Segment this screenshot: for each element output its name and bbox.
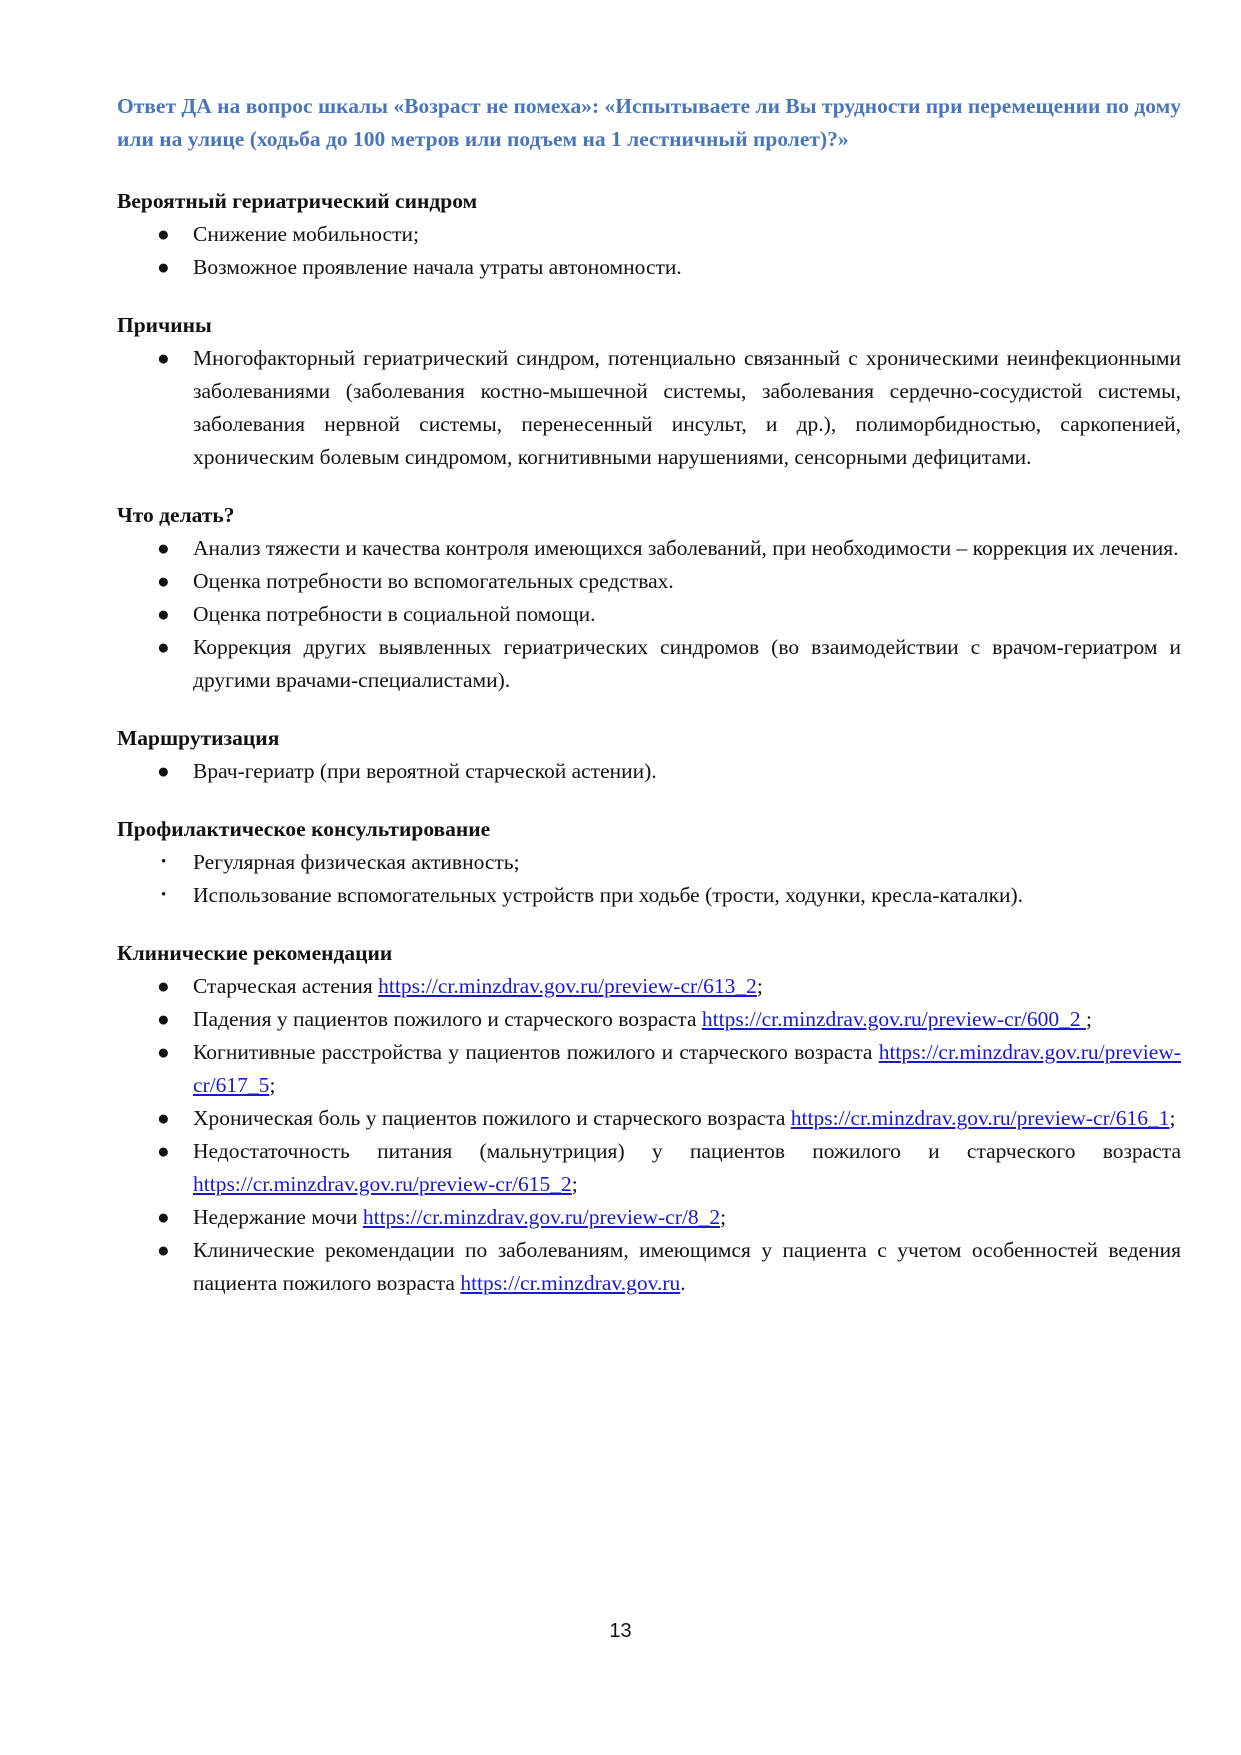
guideline-link[interactable]: https://cr.minzdrav.gov.ru/preview-cr/616_1 [790,1106,1170,1130]
list-item: ● Старческая астения https://cr.minzdrav.gov.ru/preview-cr/613_2; [117,970,1181,1003]
section-prevention [117,813,1181,912]
section-causes [117,309,1181,474]
bullet-icon: ● [157,1106,170,1130]
list-item: ● Коррекция других выявленных гериатрических синдромов (во взаимодействии с врачом-гериатром и другими врачами-специалистами). [117,631,1181,697]
guideline-link[interactable]: https://cr.minzdrav.gov.ru/preview-cr/8_2 [362,1205,721,1229]
section-title: Маршрутизация [117,726,280,750]
bullet-icon: ● [157,1040,170,1064]
guideline-link[interactable]: https://cr.minzdrav.gov.ru/preview-cr/600_2 [701,1007,1086,1031]
list-item: ● Недержание мочи https://cr.minzdrav.gov.ru/preview-cr/8_2; [117,1201,1181,1234]
question-heading: Ответ ДА на вопрос шкалы «Возраст не помеха»: «Испытываете ли Вы трудности при перемещении по дому или на улице (ходьба до 100 метров или подъем на 1 лестничный пролет)?» [117,94,1181,151]
guideline-link[interactable]: https://cr.minzdrav.gov.ru/preview-cr/615_2 [193,1172,572,1196]
list-item: ● Падения у пациентов пожилого и старческого возраста https://cr.minzdrav.gov.ru/preview-cr/600_2 ; [117,1003,1181,1036]
bullet-icon: ● [157,974,170,998]
bullet-icon: ● [157,222,170,246]
list-item: ● Врач-гериатр (при вероятной старческой астении). [117,755,1181,788]
list-item: ● Хроническая боль у пациентов пожилого и старческого возраста https://cr.minzdrav.gov.ru/preview-cr/616_1; [117,1102,1181,1135]
section-guidelines [117,937,1181,1300]
bullet-icon: ● [157,255,170,279]
list-item: ● Оценка потребности в социальной помощи. [117,598,1181,631]
guideline-link[interactable]: https://cr.minzdrav.gov.ru/preview-cr/617_5 [193,1040,1181,1097]
bullet-icon: • [161,887,167,903]
bullet-icon: ● [157,536,170,560]
section-title: Что делать? [117,503,235,527]
bullet-icon: ● [157,1139,170,1163]
guideline-link[interactable]: https://cr.minzdrav.gov.ru/preview-cr/613_2 [378,974,757,998]
list-item: ● Оценка потребности во вспомогательных средствах. [117,565,1181,598]
list-item: ● Анализ тяжести и качества контроля имеющихся заболеваний, при необходимости – коррекция их лечения. [117,532,1181,565]
section-syndrome [117,185,1181,284]
section-title: Клинические рекомендации [117,941,393,965]
bullet-list [117,218,1181,284]
bullet-icon: ● [157,602,170,626]
list-item: ● Снижение мобильности; [117,218,1181,251]
bullet-icon: ● [157,569,170,593]
bullet-icon: ● [157,1205,170,1229]
section-actions [117,499,1181,697]
bullet-list [117,532,1181,697]
bullet-icon: ● [157,1007,170,1031]
bullet-icon: ● [157,759,170,783]
bullet-icon: ● [157,635,170,659]
bullet-icon: ● [157,1238,170,1262]
list-item: ● Когнитивные расстройства у пациентов пожилого и старческого возраста https://cr.minzdrav.gov.ru/preview-cr/617_5; [117,1036,1181,1102]
bullet-list [117,970,1181,1300]
list-item: • Регулярная физическая активность; [117,846,1181,879]
guideline-link[interactable]: https://cr.minzdrav.gov.ru [460,1271,681,1295]
bullet-list [117,755,1181,788]
bullet-icon: • [161,854,167,870]
document-page [117,90,1181,1300]
section-title: Причины [117,313,212,337]
section-title: Профилактическое консультирование [117,817,491,841]
page-number: 13 [609,1620,632,1642]
section-title: Вероятный гериатрический синдром [117,189,478,213]
bullet-list [117,846,1181,912]
list-item: ● Клинические рекомендации по заболеваниям, имеющимся у пациента с учетом особенностей ведения пациента пожилого возраста https://cr.minzdrav.gov.ru. [117,1234,1181,1300]
list-item: ● Недостаточность питания (мальнутриция) у пациентов пожилого и старческого возраста https://cr.minzdrav.gov.ru/preview-cr/615_2; [117,1135,1181,1201]
section-routing [117,722,1181,788]
list-item: ● Возможное проявление начала утраты автономности. [117,251,1181,284]
list-item: ● Многофакторный гериатрический синдром, потенциально связанный с хроническими неинфекционными заболеваниями (заболевания костно-мышечной системы, заболевания сердечно-сосудистой системы, заболевания нервной системы, перенесенный инсульт, и др.), полиморбидностью, саркопенией, хроническим болевым синдромом, когнитивными нарушениями, сенсорными дефицитами. [117,342,1181,474]
bullet-icon: ● [157,346,170,370]
bullet-list [117,342,1181,474]
list-item: • Использование вспомогательных устройств при ходьбе (трости, ходунки, кресла-каталки). [117,879,1181,912]
